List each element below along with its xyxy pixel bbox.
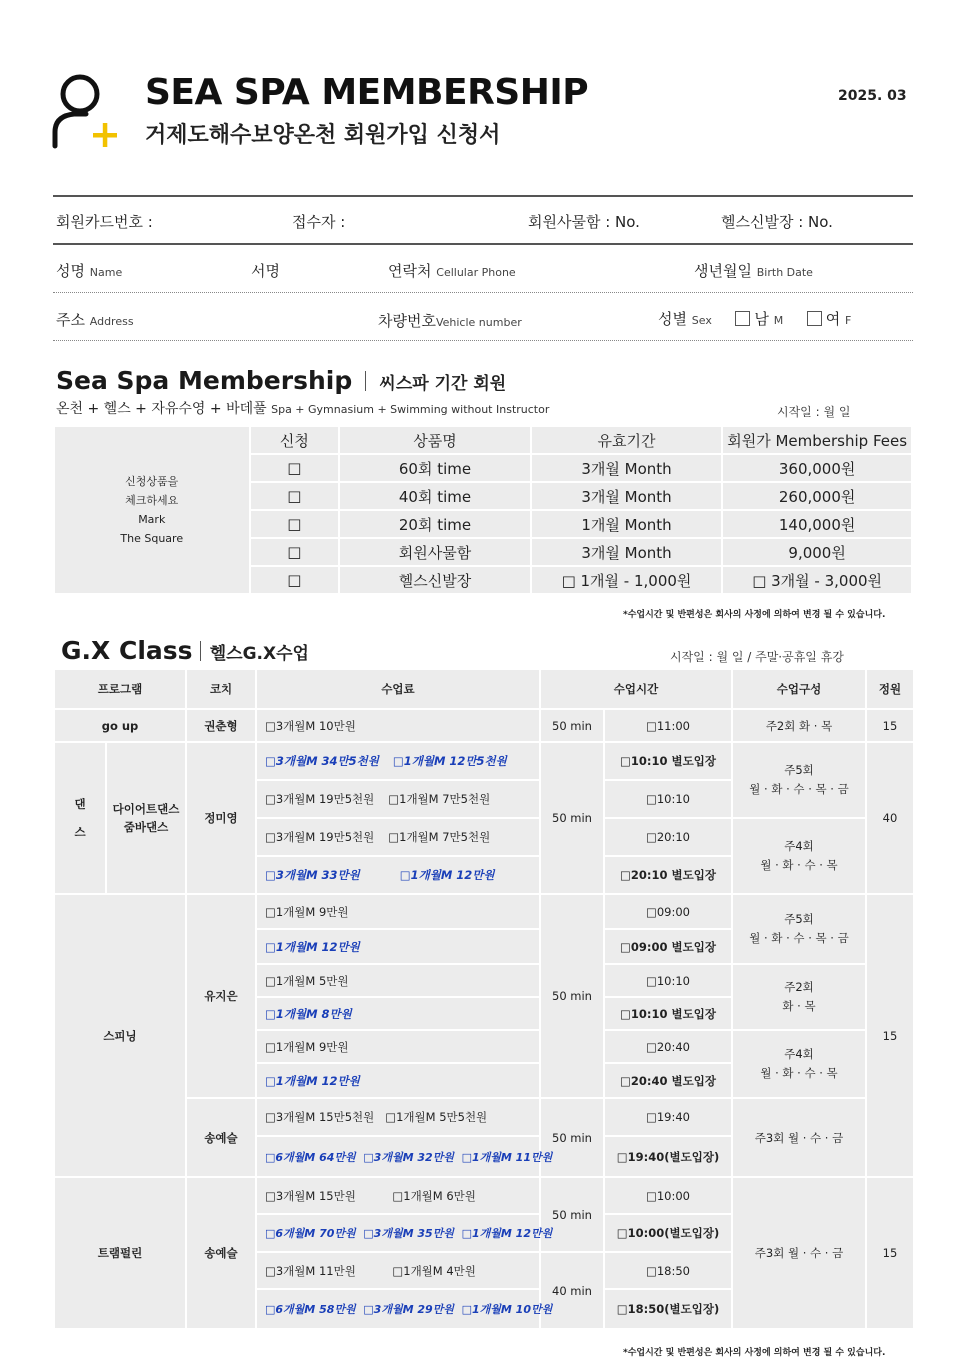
apply-checkbox[interactable]: □ (250, 566, 340, 594)
gx-title-ko: 헬스G.X수업 (209, 644, 309, 664)
membership-desc-en: Spa + Gymnasium + Swimming without Instructor (271, 403, 550, 416)
capacity: 15 (866, 709, 914, 742)
sex-label: 성별 (658, 310, 687, 328)
capacity: 15 (866, 1177, 914, 1329)
membership-fee: 140,000원 (722, 510, 912, 538)
fee-option-a[interactable]: □3개월M 34만5천원 (265, 754, 379, 768)
vehicle-label-en: Vehicle number (435, 316, 522, 329)
fee-option-b[interactable]: □1개월M 7만5천원 (388, 792, 491, 806)
divider (53, 195, 913, 197)
side-label-line: 체크하세요 (125, 494, 179, 507)
membership-notice: *수업시간 및 반편성은 회사의 사정에 의하여 변경 될 수 있습니다. (623, 610, 886, 620)
membership-title-ko: 씨스파 기간 회원 (379, 374, 507, 394)
fee-option[interactable]: □3개월M 15만원 □1개월M 6만원 (256, 1177, 540, 1214)
membership-table (53, 425, 913, 595)
coach-name: 권춘형 (186, 709, 256, 742)
class-time-option[interactable]: □18:50 (604, 1252, 732, 1289)
name-label: 성명 (56, 262, 85, 280)
validity-period: 3개월 Month (531, 454, 723, 482)
membership-fee: 360,000원 (722, 454, 912, 482)
coach-name: 송예슬 (186, 1177, 256, 1329)
locker-field[interactable]: 회원사물함 : No. (528, 213, 640, 231)
fee-option-a[interactable]: □3개월M 19만5천원 (265, 830, 375, 844)
membership-desc-ko: 온천 + 헬스 + 자유수영 + 바데풀 (56, 401, 267, 417)
class-duration: 50 min (540, 894, 604, 1098)
fee-option-b[interactable]: □1개월M 12만5천원 (392, 754, 507, 768)
fee-option-a[interactable]: □3개월M 33만원 (265, 868, 360, 882)
membership-side-label (54, 426, 250, 594)
class-time-option[interactable]: □20:10 (604, 818, 732, 856)
address-field[interactable] (56, 309, 134, 330)
col-header: 코치 (186, 669, 256, 709)
col-header: 신청 (250, 426, 340, 454)
class-time-option[interactable]: □10:10 별도입장 (604, 742, 732, 780)
class-plan: 주2회 화 · 목 (732, 709, 866, 742)
coach-name: 송예슬 (186, 1098, 256, 1177)
subprogram-name: 다이어트댄스 줌바댄스 (106, 742, 186, 894)
membership-fee[interactable]: □ 3개월 - 3,000원 (722, 566, 912, 594)
fee-option[interactable]: □1개월M 12만원 (256, 929, 540, 964)
class-plan: 주3회 월 · 수 · 금 (732, 1098, 866, 1177)
fee-option[interactable]: □1개월M 12만원 (256, 1063, 540, 1098)
fee-option[interactable]: □1개월M 9만원 (256, 1030, 540, 1063)
fee-option-a[interactable]: □3개월M 19만5천원 (265, 792, 375, 806)
divider (53, 243, 913, 245)
fee-option[interactable]: □3개월M 15만5천원 □1개월M 5만5천원 (256, 1098, 540, 1136)
validity-period: 3개월 Month (531, 538, 723, 566)
table-row (54, 742, 914, 780)
divider (53, 292, 913, 293)
class-plan: 주5회 월 · 화 · 수 · 목 · 금 (732, 894, 866, 964)
membership-heading (56, 366, 506, 395)
class-time-option[interactable]: □10:00 (604, 1177, 732, 1214)
program-name: go up (54, 709, 186, 742)
address-label: 주소 (56, 311, 85, 329)
divider (53, 340, 913, 341)
male-label-en: M (773, 314, 784, 327)
fee-option-b[interactable]: □1개월M 7만5천원 (388, 830, 491, 844)
validity-period[interactable]: □ 1개월 - 1,000원 (531, 566, 723, 594)
class-time-option[interactable]: □10:10 (604, 780, 732, 818)
class-time-option[interactable]: □20:10 별도입장 (604, 856, 732, 894)
class-duration: 50 min (540, 1098, 604, 1177)
contact-label: 연락처 (388, 262, 432, 280)
apply-checkbox[interactable]: □ (250, 482, 340, 510)
col-header: 프로그램 (54, 669, 186, 709)
class-duration: 50 min (540, 709, 604, 742)
class-plan: 주4회 월 · 화 · 수 · 목 (732, 1030, 866, 1098)
sex-field (658, 308, 851, 329)
page-title: SEA SPA MEMBERSHIP (145, 72, 589, 113)
gx-table (53, 668, 915, 1330)
female-label: 여 (825, 310, 841, 328)
capacity: 15 (866, 894, 914, 1177)
class-duration: 50 min (540, 742, 604, 894)
gx-notice: *수업시간 및 반편성은 회사의 사정에 의하여 변경 될 수 있습니다. (623, 1348, 886, 1358)
birth-label: 생년월일 (694, 262, 752, 280)
membership-start-date[interactable]: 시작일 : 월 일 (777, 405, 851, 419)
side-label-line: The Square (120, 532, 184, 545)
class-time-option[interactable]: □11:00 (604, 709, 732, 742)
class-plan: 주5회 월 · 화 · 수 · 목 · 금 (732, 742, 866, 818)
apply-checkbox[interactable]: □ (250, 510, 340, 538)
issue-date: 2025. 03 (838, 88, 907, 104)
address-label-en: Address (89, 315, 134, 328)
class-time-option[interactable]: □18:50(별도입장) (604, 1289, 732, 1329)
fee-option[interactable]: □6개월M 58만원 □3개월M 29만원 □1개월M 10만원 (256, 1289, 540, 1329)
gx-title: G.X Class (61, 636, 193, 665)
col-header: 수업료 (256, 669, 540, 709)
fee-option-b[interactable]: □1개월M 12만원 (399, 868, 495, 882)
membership-title: Sea Spa Membership (56, 366, 353, 395)
col-header: 정원 (866, 669, 914, 709)
female-checkbox[interactable] (807, 311, 822, 326)
class-time-option[interactable]: □19:40 (604, 1098, 732, 1136)
class-duration: 40 min (540, 1252, 604, 1329)
col-header: 유효기간 (531, 426, 723, 454)
receiver-field[interactable]: 접수자 : (292, 213, 346, 231)
validity-period: 1개월 Month (531, 510, 723, 538)
fee-option[interactable]: □3개월M 11만원 □1개월M 4만원 (256, 1252, 540, 1289)
class-plan: 주4회 월 · 화 · 수 · 목 (732, 818, 866, 894)
coach-name: 정미영 (186, 742, 256, 894)
col-header: 회원가 Membership Fees (722, 426, 912, 454)
signature-field[interactable]: 서명 (251, 262, 280, 280)
name-field[interactable] (56, 260, 122, 281)
birth-date-field[interactable] (694, 260, 813, 281)
card-number-field[interactable]: 회원카드번호 : (56, 213, 153, 231)
fee-option[interactable] (256, 856, 540, 894)
membership-fee: 260,000원 (722, 482, 912, 510)
contact-field[interactable] (388, 260, 516, 281)
apply-checkbox[interactable]: □ (250, 538, 340, 566)
table-row (54, 709, 914, 742)
fee-option[interactable]: □6개월M 64만원 □3개월M 32만원 □1개월M 11만원 (256, 1136, 540, 1177)
contact-label-en: Cellular Phone (436, 266, 516, 279)
gx-start-date[interactable]: 시작일 : 월 일 / 주말·공휴일 휴강 (670, 650, 844, 664)
program-name: 스피닝 (54, 894, 186, 1177)
vehicle-label: 차량번호 (378, 312, 436, 330)
class-time-option[interactable]: □10:10 별도입장 (604, 997, 732, 1030)
coach-name: 유지은 (186, 894, 256, 1098)
male-checkbox[interactable] (735, 311, 750, 326)
product-name: 40회 time (339, 482, 530, 510)
side-label-line: Mark (138, 513, 166, 526)
program-name: 트램펄린 (54, 1177, 186, 1329)
gx-heading (61, 636, 309, 665)
program-name: 댄 스 (54, 742, 106, 894)
capacity: 40 (866, 742, 914, 894)
class-time-option[interactable]: □10:00(별도입장) (604, 1214, 732, 1252)
membership-description (56, 398, 549, 418)
class-time-option[interactable]: □20:40 (604, 1030, 732, 1063)
col-header: 수업구성 (732, 669, 866, 709)
class-time-option[interactable]: □10:10 (604, 964, 732, 997)
table-row (54, 894, 914, 929)
side-label-line: 신청상품을 (125, 475, 179, 488)
class-plan: 주3회 월 · 수 · 금 (732, 1177, 866, 1329)
fee-option[interactable]: □1개월M 5만원 (256, 964, 540, 997)
membership-fee: 9,000원 (722, 538, 912, 566)
vehicle-field[interactable] (378, 310, 522, 331)
class-time-option[interactable]: □20:40 별도입장 (604, 1063, 732, 1098)
class-plan: 주2회 화 · 목 (732, 964, 866, 1030)
validity-period: 3개월 Month (531, 482, 723, 510)
class-time-option[interactable]: □09:00 (604, 894, 732, 929)
product-name: 20회 time (339, 510, 530, 538)
col-header: 수업시간 (540, 669, 732, 709)
fee-option[interactable] (256, 742, 540, 780)
class-duration: 50 min (540, 1177, 604, 1252)
male-label: 남 (754, 310, 769, 328)
fee-option[interactable] (256, 780, 540, 818)
name-label-en: Name (89, 266, 123, 279)
fee-option[interactable]: □1개월M 9만원 (256, 894, 540, 929)
fee-option[interactable]: □1개월M 8만원 (256, 997, 540, 1030)
sex-label-en: Sex (691, 314, 712, 327)
fee-option[interactable]: □3개월M 10만원 (256, 709, 540, 742)
fee-option[interactable] (256, 818, 540, 856)
person-add-icon (50, 72, 122, 150)
female-label-en: F (845, 314, 852, 327)
class-time-option[interactable]: □19:40(별도입장) (604, 1136, 732, 1177)
table-row (54, 1177, 914, 1214)
birth-label-en: Birth Date (756, 266, 813, 279)
product-name: 헬스신발장 (339, 566, 530, 594)
page-subtitle: 거제도해수보양온천 회원가입 신청서 (145, 123, 501, 148)
shoe-locker-field[interactable]: 헬스신발장 : No. (721, 213, 833, 231)
fee-option[interactable]: □6개월M 70만원 □3개월M 35만원 □1개월M 12만원 (256, 1214, 540, 1252)
product-name: 60회 time (339, 454, 530, 482)
class-time-option[interactable]: □09:00 별도입장 (604, 929, 732, 964)
col-header: 상품명 (339, 426, 530, 454)
apply-checkbox[interactable]: □ (250, 454, 340, 482)
product-name: 회원사물함 (339, 538, 530, 566)
